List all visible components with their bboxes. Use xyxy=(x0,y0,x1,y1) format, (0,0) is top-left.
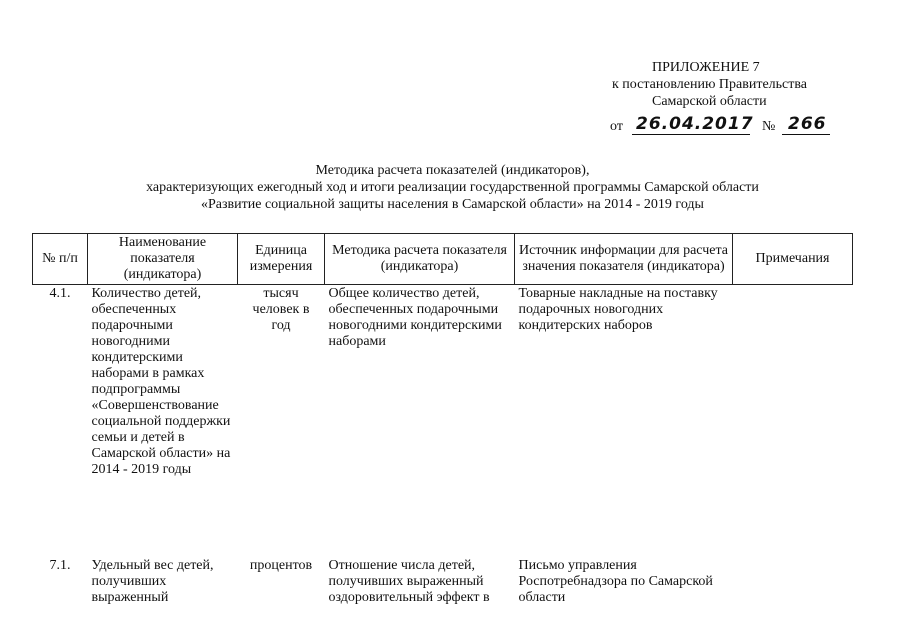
number-label: № xyxy=(762,119,776,134)
row-unit: тысяч человек в год xyxy=(252,286,310,333)
title-line-2: характеризующих ежегодный ход и итоги реализации государственной программы Самарской области xyxy=(146,180,759,195)
indicator-methods-table xyxy=(32,233,853,606)
row-source: Письмо управления Роспотребнадзора по Самарской области xyxy=(518,558,713,605)
title-line-1: Методика расчета показателей (индикаторов), xyxy=(315,163,590,178)
row-indicator-name: Удельный вес детей, получивших выраженный xyxy=(91,558,214,605)
header-number: № п/п xyxy=(33,234,88,285)
header-indicator-name: Наименование показателя (индикатора) xyxy=(88,234,238,285)
row-unit: процентов xyxy=(249,558,313,573)
row-method: Общее количество детей, обеспеченных подарочными новогодними кондитерскими наборами xyxy=(328,286,502,349)
title-line-3: «Развитие социальной защиты населения в Самарской области» на 2014 - 2019 годы xyxy=(201,197,704,212)
row-note xyxy=(733,558,853,606)
row-source: Товарные накладные на поставку подарочных новогодних кондитерских наборов xyxy=(518,286,718,333)
row-number: 4.1. xyxy=(49,286,71,301)
number-underline xyxy=(782,134,830,135)
row-indicator-name: Количество детей, обеспеченных подарочными новогодними кондитерскими наборами в рамках подпрограммы «Совершенствование социальной поддержки семьи и детей в Самарской области» на 2014 - 2019 годы xyxy=(91,286,231,477)
row-method: Отношение числа детей, получивших выраженный оздоровительный эффект в xyxy=(328,558,490,605)
document-title xyxy=(0,162,905,213)
header-unit: Единица измерения xyxy=(238,234,325,285)
header-source: Источник информации для расчета значения показателя (индикатора) xyxy=(515,234,733,285)
header-notes: Примечания xyxy=(733,234,853,285)
row-note xyxy=(733,285,853,559)
table-row xyxy=(33,285,853,559)
appendix-title: ПРИЛОЖЕНИЕ 7 xyxy=(652,60,760,75)
date-label: от xyxy=(610,119,623,134)
appendix-region-line: Самарской области xyxy=(652,94,767,109)
header-method: Методика расчета показателя (индикатора) xyxy=(325,234,515,285)
handwritten-number: 266 xyxy=(788,114,827,134)
handwritten-date: 26.04.2017 xyxy=(636,114,754,134)
appendix-resolution-line: к постановлению Правительства xyxy=(612,77,808,92)
resolution-date-line xyxy=(610,114,850,138)
table-header-row xyxy=(33,234,853,285)
table-row xyxy=(33,558,853,606)
row-number: 7.1. xyxy=(49,558,71,573)
date-underline xyxy=(632,134,750,135)
